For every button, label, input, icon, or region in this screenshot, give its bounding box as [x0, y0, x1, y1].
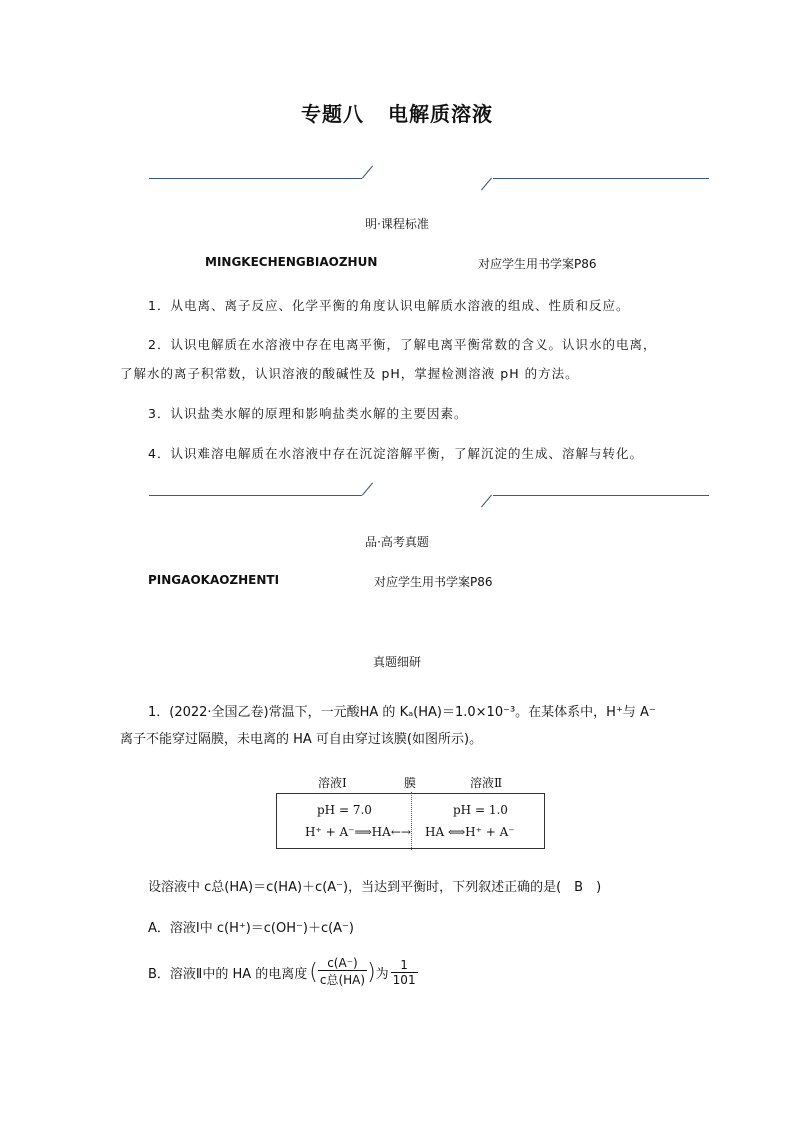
- membrane-diagram: [276, 793, 545, 849]
- option-b-left-paren: (: [309, 959, 318, 985]
- section-heading-standards: 明·课程标准: [365, 217, 429, 231]
- standard-item-1: 1．从电离、离子反应、化学平衡的角度认识电解质水溶液的组成、性质和反应。: [148, 298, 630, 313]
- question-1-option-b: [148, 956, 418, 988]
- standard-item-3: 3．认识盐类水解的原理和影响盐类水解的主要因素。: [148, 406, 468, 421]
- question-1-option-a: A．溶液Ⅰ中 c(H⁺)＝c(OH⁻)＋c(A⁻): [148, 921, 354, 936]
- option-b-prefix: B．溶液Ⅱ中的 HA 的电离度: [148, 966, 308, 982]
- section-ref-standards: 对应学生用书学案P86: [478, 257, 597, 271]
- subheading-real-questions: 真题细研: [372, 655, 421, 669]
- standard-item-2-cont: 了解水的离子积常数，认识溶液的酸碱性及 pH，掌握检测溶液 pH 的方法。: [120, 366, 579, 381]
- section-heading-exams: 品·高考真题: [365, 535, 429, 549]
- option-b-mid: 为: [375, 966, 389, 982]
- question-1-line-2: 离子不能穿过隔膜，未电离的 HA 可自由穿过该膜(如图所示)。: [120, 732, 483, 747]
- question-1-stem: 设溶液中 c总(HA)＝c(HA)＋c(A⁻)，当达到平衡时，下列叙述正确的是( B ): [148, 880, 602, 895]
- option-b-fraction: [318, 956, 367, 988]
- diagram-ph-left: pH = 7.0: [317, 803, 372, 817]
- option-b-value-fraction: [391, 958, 418, 987]
- section-pinyin-standards: MINGKECHENGBIAOZHUN: [205, 255, 378, 269]
- question-1-line-1: 1．(2022·全国乙卷)常温下，一元酸HA 的 Kₐ(HA)＝1.0×10⁻³。在某体系中，H⁺与 A⁻: [148, 705, 656, 720]
- diagram-ph-right: pH = 1.0: [453, 803, 508, 817]
- standard-item-4: 4．认识难溶电解质在水溶液中存在沉淀溶解平衡，了解沉淀的生成、溶解与转化。: [148, 446, 643, 461]
- section-ref-exams: 对应学生用书学案P86: [374, 575, 493, 589]
- option-b-value-numerator: 1: [391, 958, 418, 973]
- title-topic-name: 电解质溶液: [387, 102, 493, 126]
- option-b-value-denominator: 101: [392, 972, 416, 987]
- diagram-label-membrane: 膜: [404, 776, 417, 790]
- membrane-line: [411, 792, 412, 850]
- option-b-right-paren: ): [367, 959, 376, 985]
- diagram-equilibrium-left: H⁺ + A⁻⟹HA←→: [305, 825, 411, 839]
- title-topic-number: 专题八: [301, 102, 365, 126]
- diagram-equilibrium-right: HA ⟺H⁺ + A⁻: [425, 825, 515, 839]
- standard-item-2: 2．认识电解质在水溶液中存在电离平衡，了解电离平衡常数的含义。认识水的电离，: [148, 337, 657, 352]
- option-b-fraction-denominator: c总(HA): [319, 973, 366, 987]
- section-pinyin-exams: PINGAOKAOZHENTI: [148, 573, 280, 587]
- diagram-label-solution-1: 溶液Ⅰ: [318, 776, 347, 790]
- page-title: [0, 98, 794, 127]
- option-b-fraction-numerator: c(A⁻): [318, 956, 367, 971]
- diagram-label-solution-2: 溶液Ⅱ: [470, 776, 503, 790]
